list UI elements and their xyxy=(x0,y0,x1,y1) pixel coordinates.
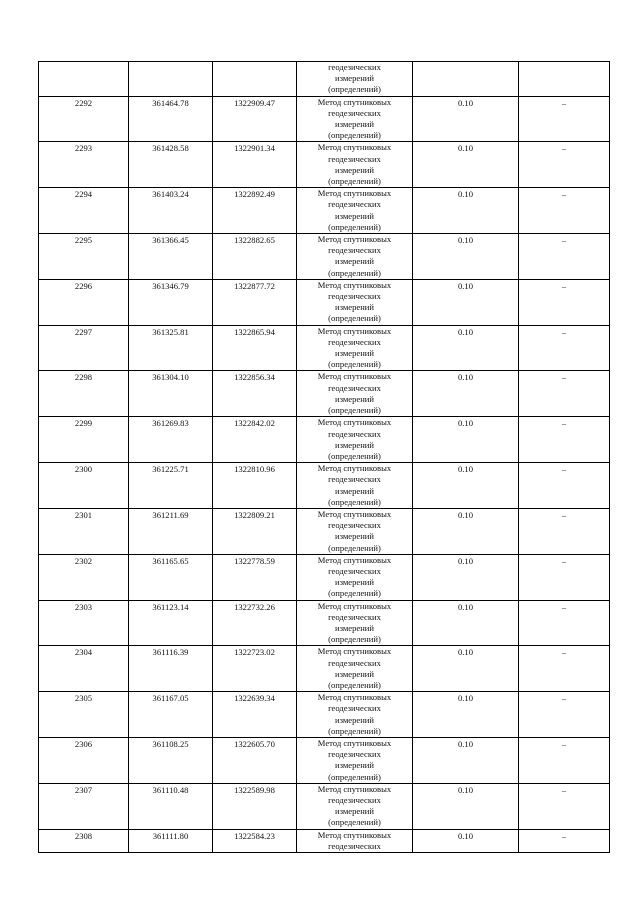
method-line: геодезических xyxy=(328,565,381,576)
cell-note xyxy=(519,600,610,646)
cell-note xyxy=(519,325,610,371)
cell-method xyxy=(297,62,413,97)
method-line: геодезических xyxy=(328,840,381,851)
cell-y-coordinate-text: 1322723.02 xyxy=(234,647,275,658)
method-line: геодезических xyxy=(328,474,381,485)
method-line: измерений xyxy=(334,119,375,130)
cell-point-number xyxy=(39,325,129,371)
cell-x-coordinate xyxy=(129,62,213,97)
cell-note-text: – xyxy=(561,509,567,520)
cell-x-coordinate xyxy=(129,142,213,188)
cell-point-number-text: 2302 xyxy=(74,555,93,566)
method-line: измерений xyxy=(334,393,375,404)
method-line: геодезических xyxy=(328,749,381,760)
method-line: измерений xyxy=(334,256,375,267)
cell-x-coordinate-text: 361116.39 xyxy=(152,647,189,658)
cell-y-coordinate xyxy=(213,325,297,371)
cell-precision xyxy=(413,96,519,142)
cell-method xyxy=(297,600,413,646)
cell-note-text: – xyxy=(561,601,567,612)
method-line: геодезических xyxy=(328,153,381,164)
cell-precision xyxy=(413,142,519,188)
method-line: Метод спутниковых xyxy=(317,234,392,245)
cell-note xyxy=(519,646,610,692)
cell-precision xyxy=(413,234,519,280)
cell-y-coordinate xyxy=(213,783,297,829)
cell-note xyxy=(519,737,610,783)
cell-x-coordinate-text: 361123.14 xyxy=(152,601,189,612)
table-row xyxy=(39,554,610,600)
cell-y-coordinate-text: 1322584.23 xyxy=(234,830,275,841)
cell-note xyxy=(519,554,610,600)
cell-y-coordinate xyxy=(213,692,297,738)
method-line: Метод спутниковых xyxy=(317,188,392,199)
method-line: Метод спутниковых xyxy=(317,646,392,657)
cell-precision xyxy=(413,279,519,325)
cell-y-coordinate-text: 1322882.65 xyxy=(234,235,275,246)
cell-x-coordinate-text: 361111.80 xyxy=(152,830,189,841)
method-line: измерений xyxy=(334,531,375,542)
method-line: (определений) xyxy=(328,588,381,599)
cell-point-number xyxy=(39,783,129,829)
cell-y-coordinate xyxy=(213,62,297,97)
cell-x-coordinate-text: 361269.83 xyxy=(152,418,189,429)
cell-x-coordinate xyxy=(129,783,213,829)
cell-precision-text: 0.10 xyxy=(457,647,474,658)
cell-x-coordinate xyxy=(129,234,213,280)
cell-point-number xyxy=(39,96,129,142)
cell-x-coordinate xyxy=(129,417,213,463)
cell-note xyxy=(519,188,610,234)
method-line: (определений) xyxy=(328,267,381,278)
cell-method xyxy=(297,96,413,142)
cell-note-text: – xyxy=(561,97,567,108)
cell-precision xyxy=(413,463,519,509)
method-line: (определений) xyxy=(328,84,381,95)
cell-x-coordinate xyxy=(129,600,213,646)
cell-precision-text: 0.10 xyxy=(457,372,474,383)
cell-point-number-text: 2301 xyxy=(74,509,93,520)
cell-x-coordinate xyxy=(129,692,213,738)
cell-y-coordinate-text: 1322856.34 xyxy=(234,372,275,383)
cell-note-text: – xyxy=(561,830,567,841)
cell-note-text: – xyxy=(561,326,567,337)
method-line: (определений) xyxy=(328,725,381,736)
cell-precision xyxy=(413,646,519,692)
cell-x-coordinate-text: 361325.81 xyxy=(152,326,189,337)
cell-note xyxy=(519,234,610,280)
cell-x-coordinate-text: 361167.05 xyxy=(152,693,189,704)
method-line: измерений xyxy=(334,348,375,359)
cell-x-coordinate-text: 361211.69 xyxy=(152,509,189,520)
method-line: измерений xyxy=(334,302,375,313)
cell-y-coordinate xyxy=(213,737,297,783)
cell-note xyxy=(519,508,610,554)
cell-note-text: – xyxy=(561,143,567,154)
cell-y-coordinate-text: 1322901.34 xyxy=(234,143,275,154)
cell-precision xyxy=(413,325,519,371)
cell-note xyxy=(519,371,610,417)
method-line: геодезических xyxy=(328,199,381,210)
cell-note xyxy=(519,829,610,852)
method-line: Метод спутниковых xyxy=(317,508,392,519)
cell-method xyxy=(297,142,413,188)
cell-precision-text: 0.10 xyxy=(457,326,474,337)
cell-x-coordinate-text: 361304.10 xyxy=(152,372,189,383)
table-row xyxy=(39,188,610,234)
table-row-continuation xyxy=(39,62,610,97)
table-row xyxy=(39,646,610,692)
cell-note xyxy=(519,62,610,97)
cell-precision xyxy=(413,508,519,554)
cell-method xyxy=(297,325,413,371)
method-line: Метод спутниковых xyxy=(317,783,392,794)
cell-x-coordinate xyxy=(129,325,213,371)
cell-precision xyxy=(413,829,519,852)
cell-point-number xyxy=(39,692,129,738)
cell-precision-text: 0.10 xyxy=(457,830,474,841)
cell-y-coordinate-text: 1322732.26 xyxy=(234,601,275,612)
cell-y-coordinate xyxy=(213,96,297,142)
cell-y-coordinate xyxy=(213,508,297,554)
cell-method xyxy=(297,279,413,325)
cell-precision xyxy=(413,692,519,738)
cell-x-coordinate xyxy=(129,463,213,509)
cell-precision-text: 0.10 xyxy=(457,555,474,566)
cell-point-number-text: 2296 xyxy=(74,280,93,291)
cell-y-coordinate-text: 1322842.02 xyxy=(234,418,275,429)
cell-point-number-text: 2299 xyxy=(74,418,93,429)
cell-point-number xyxy=(39,234,129,280)
cell-precision-text: 0.10 xyxy=(457,464,474,475)
cell-point-number-text: 2303 xyxy=(74,601,93,612)
cell-method xyxy=(297,463,413,509)
method-line: (определений) xyxy=(328,221,381,232)
cell-method xyxy=(297,417,413,463)
cell-y-coordinate xyxy=(213,234,297,280)
cell-method xyxy=(297,646,413,692)
cell-note-text: – xyxy=(561,738,567,749)
cell-y-coordinate xyxy=(213,463,297,509)
cell-note xyxy=(519,142,610,188)
cell-point-number-text: 2308 xyxy=(74,830,93,841)
method-line: (определений) xyxy=(328,450,381,461)
cell-method xyxy=(297,783,413,829)
cell-point-number xyxy=(39,188,129,234)
cell-note xyxy=(519,463,610,509)
cell-point-number-text: 2298 xyxy=(74,372,93,383)
cell-x-coordinate xyxy=(129,96,213,142)
cell-y-coordinate xyxy=(213,142,297,188)
table-row-last xyxy=(39,829,610,852)
cell-method xyxy=(297,371,413,417)
cell-x-coordinate xyxy=(129,829,213,852)
method-line: геодезических xyxy=(328,428,381,439)
cell-method xyxy=(297,234,413,280)
method-line: геодезических xyxy=(328,62,381,72)
method-line: Метод спутниковых xyxy=(317,463,392,474)
cell-point-number-text: 2305 xyxy=(74,693,93,704)
cell-point-number xyxy=(39,142,129,188)
cell-x-coordinate-text: 361165.65 xyxy=(152,555,189,566)
table-row xyxy=(39,600,610,646)
method-line: Метод спутниковых xyxy=(317,96,392,107)
cell-precision xyxy=(413,62,519,97)
cell-precision xyxy=(413,554,519,600)
method-line: Метод спутниковых xyxy=(317,600,392,611)
cell-y-coordinate-text: 1322589.98 xyxy=(234,784,275,795)
method-line: Метод спутниковых xyxy=(317,371,392,382)
cell-note xyxy=(519,417,610,463)
method-line: (определений) xyxy=(328,496,381,507)
method-line: измерений xyxy=(334,485,375,496)
table-row xyxy=(39,508,610,554)
table-row xyxy=(39,692,610,738)
cell-note-text: – xyxy=(561,693,567,704)
method-line: (определений) xyxy=(328,771,381,782)
cell-precision-text: 0.10 xyxy=(457,418,474,429)
method-line: Метод спутниковых xyxy=(317,279,392,290)
method-line: Метод спутниковых xyxy=(317,737,392,748)
cell-method xyxy=(297,737,413,783)
method-line: геодезических xyxy=(328,245,381,256)
cell-point-number xyxy=(39,508,129,554)
cell-note-text: – xyxy=(561,555,567,566)
cell-precision xyxy=(413,737,519,783)
cell-method xyxy=(297,554,413,600)
method-line: геодезических xyxy=(328,382,381,393)
cell-point-number xyxy=(39,600,129,646)
cell-precision-text: 0.10 xyxy=(457,693,474,704)
cell-method xyxy=(297,508,413,554)
method-line: геодезических xyxy=(328,336,381,347)
method-line: измерений xyxy=(334,760,375,771)
cell-precision xyxy=(413,371,519,417)
cell-y-coordinate xyxy=(213,188,297,234)
cell-note xyxy=(519,692,610,738)
cell-point-number-text: 2306 xyxy=(74,738,93,749)
cell-x-coordinate xyxy=(129,508,213,554)
cell-x-coordinate xyxy=(129,737,213,783)
cell-point-number xyxy=(39,417,129,463)
method-line: (определений) xyxy=(328,405,381,416)
cell-note xyxy=(519,279,610,325)
cell-point-number-text: 2307 xyxy=(74,784,93,795)
cell-precision xyxy=(413,417,519,463)
cell-x-coordinate-text: 361464.78 xyxy=(152,97,189,108)
table-row xyxy=(39,737,610,783)
cell-x-coordinate-text: 361110.48 xyxy=(152,784,189,795)
method-line: геодезических xyxy=(328,291,381,302)
method-line: (определений) xyxy=(328,542,381,553)
cell-point-number xyxy=(39,646,129,692)
cell-y-coordinate-text: 1322639.34 xyxy=(234,693,275,704)
cell-point-number-text: 2295 xyxy=(74,235,93,246)
cell-x-coordinate-text: 361225.71 xyxy=(152,464,189,475)
cell-method xyxy=(297,692,413,738)
method-line: (определений) xyxy=(328,176,381,187)
cell-point-number xyxy=(39,737,129,783)
cell-note xyxy=(519,96,610,142)
coordinates-table xyxy=(38,61,610,853)
cell-note xyxy=(519,783,610,829)
cell-note-text: – xyxy=(561,784,567,795)
cell-y-coordinate xyxy=(213,554,297,600)
cell-y-coordinate-text: 1322877.72 xyxy=(234,280,275,291)
table-row xyxy=(39,417,610,463)
cell-point-number-text: 2297 xyxy=(74,326,93,337)
cell-precision-text: 0.10 xyxy=(457,143,474,154)
cell-note-text: – xyxy=(561,464,567,475)
cell-x-coordinate-text: 361403.24 xyxy=(152,189,189,200)
cell-note-text: – xyxy=(561,235,567,246)
method-line: геодезических xyxy=(328,795,381,805)
cell-point-number-text: 2300 xyxy=(74,464,93,475)
method-line: геодезических xyxy=(328,657,381,668)
method-line: (определений) xyxy=(328,634,381,645)
cell-precision-text: 0.10 xyxy=(457,280,474,291)
method-line: измерений xyxy=(334,164,375,175)
method-line: геодезических xyxy=(328,703,381,714)
table-row xyxy=(39,325,610,371)
cell-x-coordinate xyxy=(129,279,213,325)
cell-point-number-text: 2304 xyxy=(74,647,93,658)
method-line: измерений xyxy=(334,806,375,817)
cell-x-coordinate-text: 361108.25 xyxy=(152,738,189,749)
cell-precision xyxy=(413,188,519,234)
cell-precision-text: 0.10 xyxy=(457,97,474,108)
method-line: Метод спутниковых xyxy=(317,692,392,703)
cell-precision xyxy=(413,600,519,646)
cell-precision-text: 0.10 xyxy=(457,189,474,200)
cell-point-number xyxy=(39,554,129,600)
method-line: Метод спутниковых xyxy=(317,554,392,565)
cell-precision-text: 0.10 xyxy=(457,784,474,795)
table-row xyxy=(39,783,610,829)
method-line: (определений) xyxy=(328,679,381,690)
cell-y-coordinate-text: 1322778.59 xyxy=(234,555,275,566)
method-line: (определений) xyxy=(328,313,381,324)
cell-y-coordinate-text: 1322909.47 xyxy=(234,97,275,108)
method-line: измерений xyxy=(334,668,375,679)
cell-precision xyxy=(413,783,519,829)
cell-point-number-text: 2292 xyxy=(74,97,93,108)
cell-x-coordinate-text: 361346.79 xyxy=(152,280,189,291)
method-line: измерений xyxy=(334,439,375,450)
cell-precision-text: 0.10 xyxy=(457,738,474,749)
cell-y-coordinate xyxy=(213,600,297,646)
cell-point-number xyxy=(39,62,129,97)
table-row xyxy=(39,96,610,142)
cell-precision-text: 0.10 xyxy=(457,235,474,246)
cell-precision-text: 0.10 xyxy=(457,509,474,520)
cell-note-text: – xyxy=(561,418,567,429)
method-line: Метод спутниковых xyxy=(317,829,392,840)
method-line: Метод спутниковых xyxy=(317,142,392,153)
cell-point-number xyxy=(39,371,129,417)
method-line: геодезических xyxy=(328,107,381,118)
table-row xyxy=(39,463,610,509)
method-line: геодезических xyxy=(328,520,381,531)
table-body xyxy=(39,62,610,853)
cell-point-number xyxy=(39,463,129,509)
cell-x-coordinate xyxy=(129,188,213,234)
cell-note-text: – xyxy=(561,189,567,200)
cell-point-number-text: 2293 xyxy=(74,143,93,154)
cell-y-coordinate xyxy=(213,371,297,417)
method-line: измерений xyxy=(334,210,375,221)
cell-y-coordinate-text: 1322865.94 xyxy=(234,326,275,337)
cell-note-text: – xyxy=(561,372,567,383)
cell-x-coordinate-text: 361366.45 xyxy=(152,235,189,246)
cell-y-coordinate-text: 1322605.70 xyxy=(234,738,275,749)
cell-note-text: – xyxy=(561,280,567,291)
table-row xyxy=(39,279,610,325)
cell-point-number xyxy=(39,829,129,852)
method-line: (определений) xyxy=(328,817,381,828)
cell-point-number xyxy=(39,279,129,325)
method-line: (определений) xyxy=(328,130,381,141)
method-line: геодезических xyxy=(328,611,381,622)
table-row xyxy=(39,371,610,417)
cell-y-coordinate xyxy=(213,417,297,463)
method-line: измерений xyxy=(334,577,375,588)
cell-x-coordinate xyxy=(129,646,213,692)
cell-point-number-text: 2294 xyxy=(74,189,93,200)
cell-y-coordinate-text: 1322809.21 xyxy=(234,509,275,520)
cell-y-coordinate xyxy=(213,829,297,852)
cell-x-coordinate xyxy=(129,371,213,417)
cell-x-coordinate-text: 361428.58 xyxy=(152,143,189,154)
method-line: измерений xyxy=(334,622,375,633)
cell-note-text: – xyxy=(561,647,567,658)
cell-precision-text: 0.10 xyxy=(457,601,474,612)
method-line: Метод спутниковых xyxy=(317,325,392,336)
cell-method xyxy=(297,188,413,234)
cell-y-coordinate xyxy=(213,279,297,325)
method-line: (определений) xyxy=(328,359,381,370)
cell-method xyxy=(297,829,413,852)
cell-x-coordinate xyxy=(129,554,213,600)
method-line: измерений xyxy=(334,714,375,725)
cell-y-coordinate-text: 1322892.49 xyxy=(234,189,275,200)
method-line: измерений xyxy=(334,73,375,84)
cell-y-coordinate-text: 1322810.96 xyxy=(234,464,275,475)
method-line: Метод спутниковых xyxy=(317,417,392,428)
table-row xyxy=(39,142,610,188)
cell-y-coordinate xyxy=(213,646,297,692)
table-row xyxy=(39,234,610,280)
